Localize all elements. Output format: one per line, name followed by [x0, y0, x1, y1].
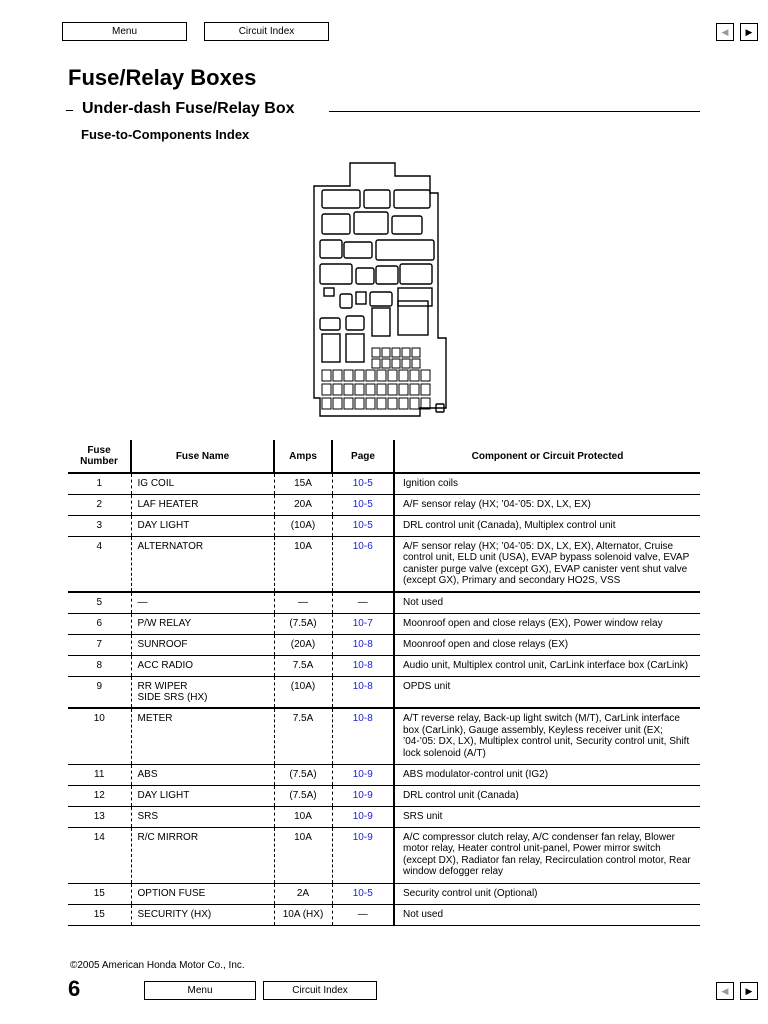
cell-page[interactable]: [332, 494, 394, 515]
cell-comp: Moonroof open and close relays (EX): [394, 634, 700, 655]
table-row: [68, 676, 700, 708]
page-link[interactable]: 10-9: [352, 768, 373, 780]
cell-comp: ABS modulator-control unit (IG2): [394, 764, 700, 785]
cell-amps: (7.5A): [274, 764, 332, 785]
page-link[interactable]: 10-9: [352, 831, 373, 843]
page-title: Fuse/Relay Boxes: [68, 65, 257, 90]
cell-page: —: [332, 904, 394, 925]
page-link[interactable]: 10-8: [352, 659, 373, 671]
menu-button-bottom[interactable]: Menu: [144, 981, 256, 1000]
cell-num: 15: [68, 904, 131, 925]
cell-comp: OPDS unit: [394, 676, 700, 708]
cell-comp: DRL control unit (Canada): [394, 785, 700, 806]
cell-name: [131, 676, 274, 708]
cell-page[interactable]: [332, 827, 394, 883]
cell-name: IG COIL: [131, 473, 274, 494]
cell-comp: SRS unit: [394, 806, 700, 827]
cell-name: DAY LIGHT: [131, 515, 274, 536]
cell-comp: Not used: [394, 904, 700, 925]
prev-page-button-bottom[interactable]: [716, 982, 734, 1000]
next-page-button-top[interactable]: [740, 23, 758, 41]
table-header-row: [68, 440, 700, 473]
cell-page[interactable]: [332, 785, 394, 806]
col-header-fuse-number: [68, 440, 131, 473]
cell-amps: 10A (HX): [274, 904, 332, 925]
cell-page[interactable]: [332, 708, 394, 764]
col-header-component: Component or Circuit Protected: [394, 440, 700, 473]
cell-page[interactable]: [332, 515, 394, 536]
cell-amps: 2A: [274, 883, 332, 904]
fuse-box-diagram: [300, 158, 470, 423]
cell-name: SUNROOF: [131, 634, 274, 655]
cell-name: DAY LIGHT: [131, 785, 274, 806]
cell-num: 7: [68, 634, 131, 655]
menu-button-top[interactable]: Menu: [62, 22, 187, 41]
fuse-name-line: SIDE SRS (HX): [137, 692, 208, 703]
cell-name: SECURITY (HX): [131, 904, 274, 925]
cell-comp: DRL control unit (Canada), Multiplex control unit: [394, 515, 700, 536]
page-link[interactable]: 10-6: [352, 540, 373, 552]
section-rule: [329, 111, 700, 112]
section-dash: [66, 110, 73, 111]
prev-page-button-top[interactable]: [716, 23, 734, 41]
cell-page[interactable]: [332, 536, 394, 592]
cell-name: R/C MIRROR: [131, 827, 274, 883]
cell-name: LAF HEATER: [131, 494, 274, 515]
cell-comp: A/F sensor relay (HX; ’04-’05: DX, LX, EX): [394, 494, 700, 515]
cell-num: 11: [68, 764, 131, 785]
cell-comp: Not used: [394, 592, 700, 613]
page-number: 6: [68, 976, 81, 1001]
cell-num: 5: [68, 592, 131, 613]
table-row: [68, 827, 700, 883]
cell-amps: (7.5A): [274, 613, 332, 634]
cell-page[interactable]: [332, 676, 394, 708]
page-link[interactable]: 10-9: [352, 810, 373, 822]
cell-amps: —: [274, 592, 332, 613]
chevron-right-icon: ▶: [745, 26, 753, 37]
table-row: [68, 785, 700, 806]
cell-amps: (10A): [274, 515, 332, 536]
table-row: [68, 806, 700, 827]
copyright: ©2005 American Honda Motor Co., Inc.: [70, 960, 245, 971]
cell-amps: 7.5A: [274, 655, 332, 676]
table-row: [68, 655, 700, 676]
cell-amps: (10A): [274, 676, 332, 708]
cell-amps: 10A: [274, 806, 332, 827]
cell-comp: A/T reverse relay, Back-up light switch (M/T), CarLink interface box (CarLink), Gauge assembly, Keyless receiver unit (EX; ’04-’05: DX, LX), Multiplex control unit, Security control unit, Shift lock solenoid (A/T): [394, 708, 700, 764]
cell-comp: Security control unit (Optional): [394, 883, 700, 904]
cell-name: ALTERNATOR: [131, 536, 274, 592]
circuit-index-button-bottom[interactable]: Circuit Index: [263, 981, 377, 1000]
fuse-index-table: [68, 440, 700, 926]
cell-num: 10: [68, 708, 131, 764]
cell-page[interactable]: [332, 655, 394, 676]
cell-page[interactable]: [332, 883, 394, 904]
cell-num: 14: [68, 827, 131, 883]
col-header-page: Page: [332, 440, 394, 473]
circuit-index-button-top[interactable]: Circuit Index: [204, 22, 329, 41]
cell-amps: (7.5A): [274, 785, 332, 806]
col-header-fuse-number-line1: Fuse: [87, 445, 111, 456]
cell-amps: (20A): [274, 634, 332, 655]
table-row: [68, 494, 700, 515]
chevron-left-icon: ◀: [721, 26, 729, 37]
cell-num: 3: [68, 515, 131, 536]
cell-name: —: [131, 592, 274, 613]
cell-amps: 20A: [274, 494, 332, 515]
cell-comp: Audio unit, Multiplex control unit, CarLink interface box (CarLink): [394, 655, 700, 676]
cell-amps: 15A: [274, 473, 332, 494]
table-row: [68, 883, 700, 904]
table-row: [68, 536, 700, 592]
cell-page: —: [332, 592, 394, 613]
cell-num: 4: [68, 536, 131, 592]
cell-num: 2: [68, 494, 131, 515]
subsection-title: Fuse-to-Components Index: [81, 127, 250, 142]
page-link[interactable]: 10-5: [352, 887, 373, 899]
cell-num: 12: [68, 785, 131, 806]
cell-num: 9: [68, 676, 131, 708]
page-link[interactable]: 10-9: [352, 789, 373, 801]
cell-name: SRS: [131, 806, 274, 827]
cell-page[interactable]: [332, 634, 394, 655]
page-link[interactable]: 10-8: [352, 638, 373, 650]
cell-comp: Moonroof open and close relays (EX), Power window relay: [394, 613, 700, 634]
cell-name: ACC RADIO: [131, 655, 274, 676]
page-link[interactable]: 10-5: [352, 478, 373, 489]
cell-comp: A/C compressor clutch relay, A/C condenser fan relay, Blower motor relay, Heater control unit-panel, Power mirror switch (except DX), Radiator fan relay, Recirculation control motor, Rear window defogger relay: [394, 827, 700, 883]
table-row: [68, 708, 700, 764]
cell-amps: 10A: [274, 536, 332, 592]
col-header-fuse-number-line2: Number: [80, 456, 118, 467]
cell-amps: 7.5A: [274, 708, 332, 764]
cell-comp: Ignition coils: [394, 473, 700, 494]
fuse-name-line: RR WIPER: [137, 680, 188, 692]
chevron-left-icon: ◀: [721, 985, 729, 996]
table-row: [68, 634, 700, 655]
cell-amps: 10A: [274, 827, 332, 883]
cell-page[interactable]: [332, 806, 394, 827]
page-link[interactable]: 10-8: [352, 713, 373, 724]
page-link[interactable]: 10-8: [352, 680, 373, 692]
table-row: [68, 473, 700, 494]
table-row: [68, 904, 700, 925]
next-page-button-bottom[interactable]: [740, 982, 758, 1000]
table-row: [68, 764, 700, 785]
col-header-amps: Amps: [274, 440, 332, 473]
cell-page[interactable]: [332, 473, 394, 494]
table-row: [68, 515, 700, 536]
cell-page[interactable]: [332, 764, 394, 785]
table-row: [68, 613, 700, 634]
cell-name: ABS: [131, 764, 274, 785]
cell-name: P/W RELAY: [131, 613, 274, 634]
col-header-fuse-name: Fuse Name: [131, 440, 274, 473]
cell-num: 15: [68, 883, 131, 904]
cell-name: OPTION FUSE: [131, 883, 274, 904]
cell-num: 1: [68, 473, 131, 494]
chevron-right-icon: ▶: [745, 985, 753, 996]
page-link[interactable]: 10-5: [352, 498, 373, 510]
cell-num: 8: [68, 655, 131, 676]
cell-name: METER: [131, 708, 274, 764]
cell-num: 13: [68, 806, 131, 827]
cell-page[interactable]: [332, 613, 394, 634]
cell-comp: A/F sensor relay (HX; ’04-’05: DX, LX, EX), Alternator, Cruise control unit, ELD unit (USA), EVAP bypass solenoid valve, EVAP canister purge valve (except GX), EVAP canister vent shut valve (except GX), Primary and secondary HO2S, VSS: [394, 536, 700, 592]
table-row: [68, 592, 700, 613]
section-title: Under-dash Fuse/Relay Box: [82, 100, 295, 117]
page-link[interactable]: 10-7: [352, 617, 373, 629]
page-link[interactable]: 10-5: [352, 519, 373, 531]
cell-num: 6: [68, 613, 131, 634]
